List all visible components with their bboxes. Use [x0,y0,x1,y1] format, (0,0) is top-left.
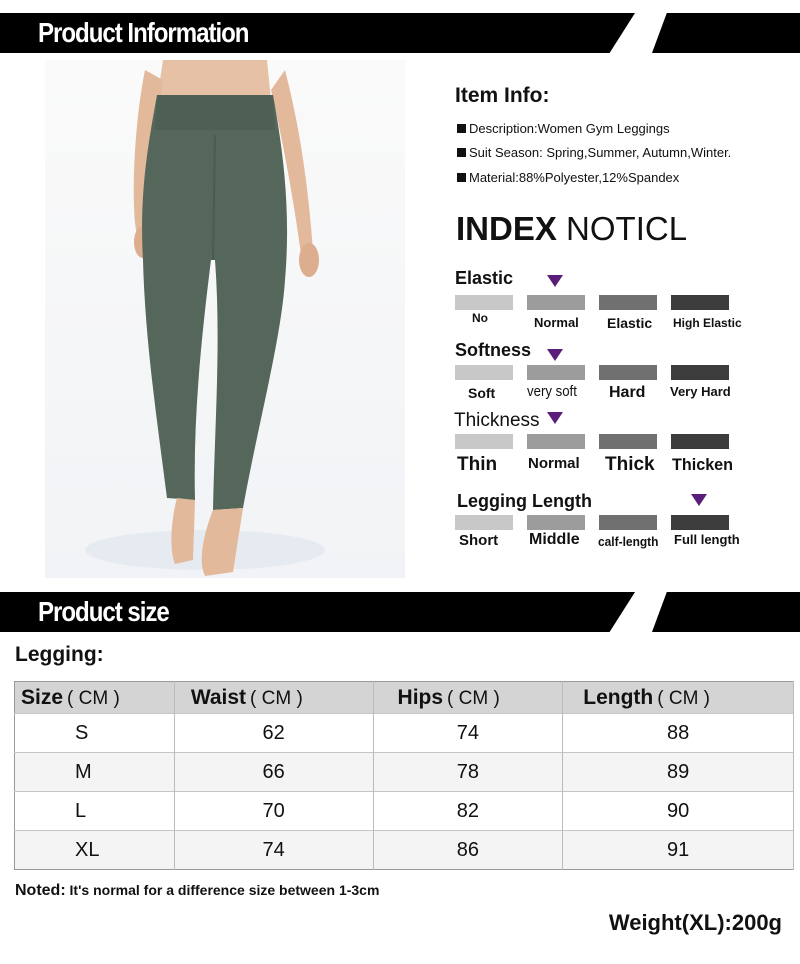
size-chart-title: Legging: [15,643,104,666]
info-line-description [457,121,670,136]
elastic-label: Elastic [455,268,514,288]
selected-marker-icon [691,494,707,506]
index-title [456,210,687,248]
thickness-option: Thin [457,454,498,475]
size-cell: L [15,792,175,831]
table-row [15,714,794,753]
info-text: Description:Women Gym Leggings [469,121,670,136]
info-line-material [457,170,679,185]
header-unit: ( CM ) [447,687,500,709]
hips-cell: 82 [373,792,563,831]
scale-swatch [671,365,729,380]
header-label: Hips [397,685,444,709]
thickness-option: Normal [528,455,580,472]
banner-bar-right [652,13,800,53]
header-label: Length [583,685,654,709]
length-option: Full length [674,532,740,547]
scale-swatch [599,515,657,530]
size-note [15,882,379,900]
elastic-option: No [472,311,488,325]
elastic-option: Normal [534,315,579,330]
bullet-square-icon [457,148,466,157]
info-line-season [457,145,731,160]
table-row [15,831,794,870]
waist-cell: 70 [174,792,373,831]
column-header [563,682,794,714]
scale-swatch [599,295,657,310]
header-unit: ( CM ) [250,687,303,709]
selected-marker-icon [547,349,563,361]
product-photo [45,60,405,578]
softness-option: Soft [468,385,496,401]
info-text: Suit Season: Spring,Summer, Autumn,Winter. [469,145,732,160]
length-cell: 90 [563,792,794,831]
size-cell: XL [15,831,175,870]
thickness-option: Thick [605,454,655,475]
scale-swatch [671,515,729,530]
bullet-square-icon [457,124,466,133]
size-cell: S [15,714,175,753]
size-table [14,681,794,870]
legging-illustration [45,60,405,578]
thickness-option: Thicken [672,455,734,474]
hips-cell: 78 [373,753,563,792]
index-title-rest: NOTICL [566,210,688,247]
length-option: calf-length [598,534,659,549]
table-row [15,792,794,831]
header-label: Size [21,685,64,709]
info-text: Material:88%Polyester,12%Spandex [469,170,680,185]
scale-swatch [671,295,729,310]
header-label: Waist [190,685,247,709]
waist-cell: 66 [174,753,373,792]
banner-title: Product Information [38,17,249,48]
scale-swatch [671,434,729,449]
banner-title: Product size [38,596,169,627]
column-header [174,682,373,714]
hips-cell: 86 [373,831,563,870]
softness-option: Hard [609,384,646,401]
elastic-option: Elastic [607,315,653,331]
scale-swatch [527,295,585,310]
note-text: It's normal for a difference size between 1-3cm [65,882,380,898]
waist-cell: 74 [174,831,373,870]
selected-marker-icon [547,412,563,424]
product-size-banner [0,592,800,632]
selected-marker-icon [547,275,563,287]
column-header [15,682,175,714]
table-row [15,753,794,792]
elastic-option: High Elastic [673,316,742,330]
bullet-square-icon [457,173,466,182]
scale-swatch [599,434,657,449]
length-cell: 89 [563,753,794,792]
scale-swatch [527,434,585,449]
index-title-bold: INDEX [456,210,557,247]
waist-cell: 62 [174,714,373,753]
scale-swatch [527,365,585,380]
item-info-title: Item Info: [455,84,550,107]
hips-cell: 74 [373,714,563,753]
header-unit: ( CM ) [67,687,120,709]
weight-text: Weight(XL):200g [608,910,782,935]
header-unit: ( CM ) [657,687,711,709]
softness-option: Very Hard [670,384,731,399]
size-cell: M [15,753,175,792]
product-information-banner [0,13,800,53]
length-cell: 91 [563,831,794,870]
length-option: Middle [529,531,580,548]
length-option: Short [459,532,499,549]
length-cell: 88 [563,714,794,753]
scale-swatch [455,295,513,310]
softness-label: Softness [455,340,532,360]
softness-option: very soft [527,383,577,400]
thickness-label: Thickness [454,410,540,431]
scale-swatch [455,365,513,380]
scale-swatch [527,515,585,530]
column-header [373,682,563,714]
banner-bar-right [652,592,800,632]
table-header-row [15,682,794,714]
note-label: Noted: [15,882,66,899]
scale-swatch [455,515,513,530]
length-label: Legging Length [457,491,592,511]
scale-swatch [599,365,657,380]
scale-swatch [455,434,513,449]
